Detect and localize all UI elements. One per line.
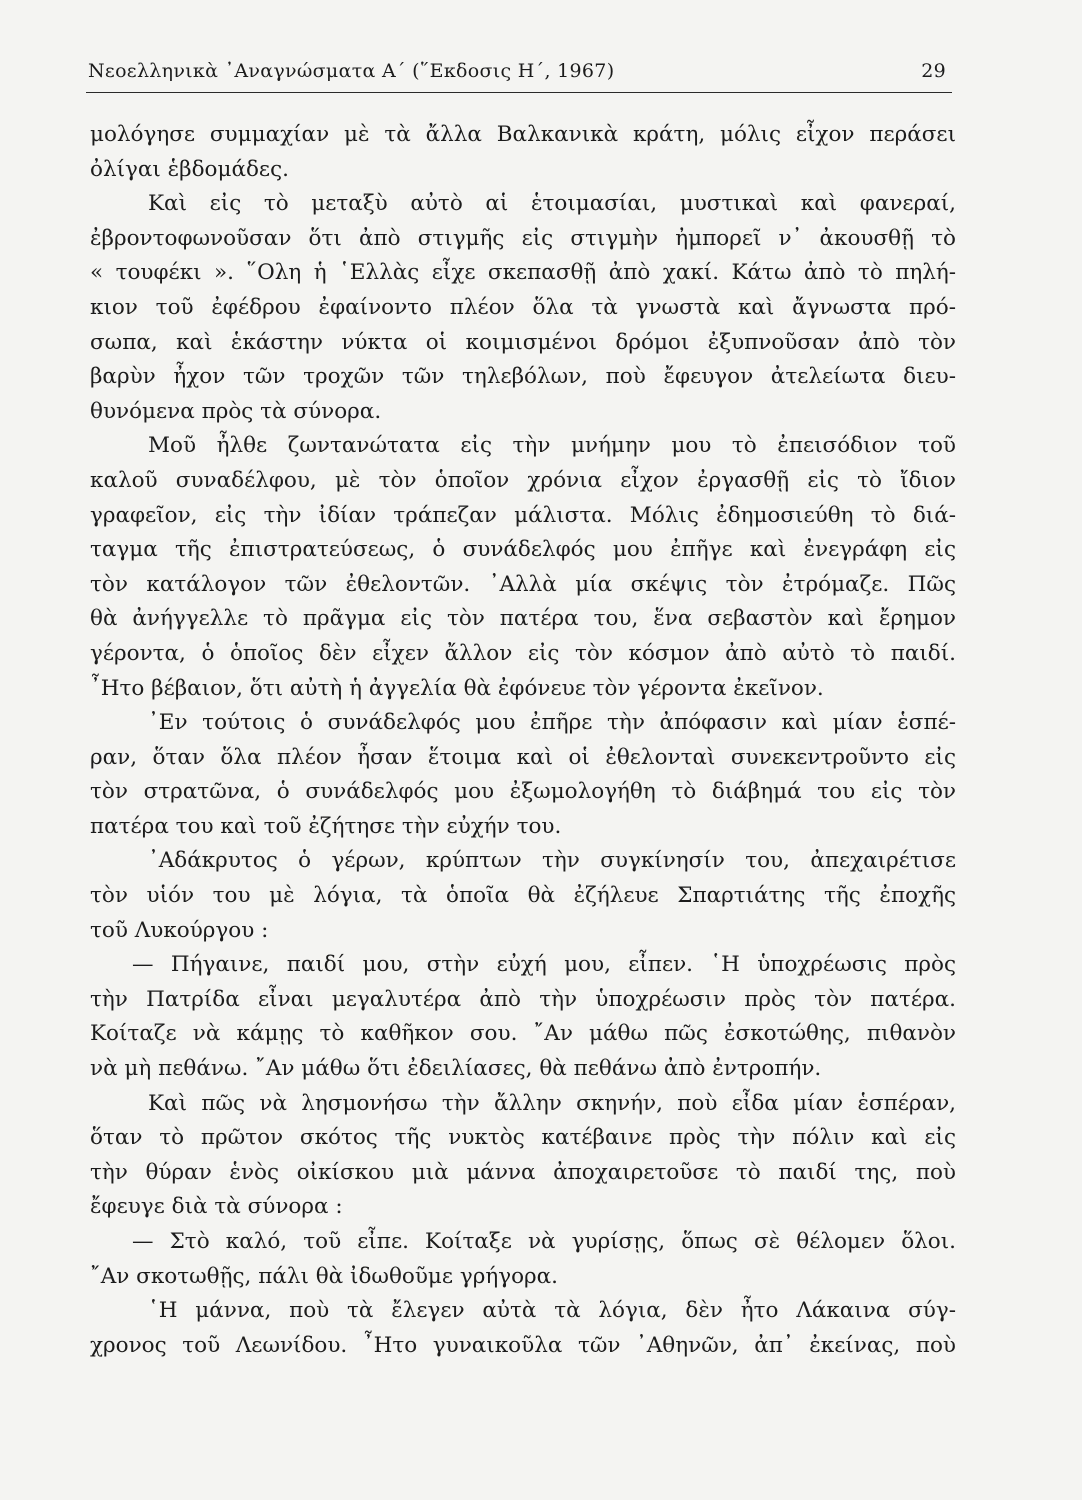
text-line: — Στὸ καλό, τοῦ εἶπε. Κοίταξε νὰ γυρίσῃς, ὅπως σὲ θέλομεν ὅλοι. bbox=[132, 1229, 956, 1254]
text-line: ῾Η μάννα, ποὺ τὰ ἔλεγεν αὐτὰ τὰ λόγια, δὲν ἦτο Λάκαινα σύγ- bbox=[148, 1298, 956, 1324]
text-line: ἔφευγε διὰ τὰ σύνορα : bbox=[90, 1194, 343, 1220]
body-text bbox=[90, 118, 956, 1363]
text-line: ῏Ητο βέβαιον, ὅτι αὐτὴ ἡ ἀγγελία θὰ ἐφόνευε τὸν γέροντα ἐκεῖνον. bbox=[90, 675, 824, 701]
text-line: μολόγησε συμμαχίαν μὲ τὰ ἄλλα Βαλκανικὰ κράτη, μόλις εἶχον περάσει bbox=[90, 122, 956, 147]
text-line: τοῦ Λυκούργου : bbox=[90, 917, 269, 943]
text-line: βαρὺν ἦχον τῶν τροχῶν τῶν τηλεβόλων, ποὺ ἔφευγον ἀτελείωτα διευ- bbox=[90, 364, 956, 390]
text-line: ὅταν τὸ πρῶτον σκότος τῆς νυκτὸς κατέβαινε πρὸς τὴν πόλιν καὶ εἰς bbox=[90, 1125, 956, 1151]
text-line: πατέρα του καὶ τοῦ ἐζήτησε τὴν εὐχήν του. bbox=[90, 813, 562, 839]
text-line: ῎Αν σκοτωθῇς, πάλι θὰ ἰδωθοῦμε γρήγορα. bbox=[90, 1263, 559, 1289]
text-line: ὀλίγαι ἑβδομάδες. bbox=[90, 156, 289, 182]
text-line: γέροντα, ὁ ὁποῖος δὲν εἶχεν ἄλλον εἰς τὸν κόσμον ἀπὸ αὐτὸ τὸ παιδί. bbox=[90, 640, 956, 666]
text-line: χρονος τοῦ Λεωνίδου. ῏Ητο γυναικοῦλα τῶν ᾿Αθηνῶν, ἀπ᾿ ἐκείνας, ποὺ bbox=[90, 1332, 956, 1358]
text-line: τὸν υἱόν του μὲ λόγια, τὰ ὁποῖα θὰ ἐζήλευε Σπαρτιάτης τῆς ἐποχῆς bbox=[90, 883, 956, 909]
text-line: Καὶ πῶς νὰ λησμονήσω τὴν ἄλλην σκηνήν, ποὺ εἶδα μίαν ἑσπέραν, bbox=[148, 1090, 956, 1116]
text-line: τὴν Πατρίδα εἶναι μεγαλυτέρα ἀπὸ τὴν ὑποχρέωσιν πρὸς τὸν πατέρα. bbox=[90, 986, 956, 1012]
text-line: θυνόμενα πρὸς τὰ σύνορα. bbox=[90, 398, 382, 424]
text-line: ραν, ὅταν ὅλα πλέον ἦσαν ἕτοιμα καὶ οἱ ἐθελονταὶ συνεκεντροῦντο εἰς bbox=[90, 744, 956, 770]
text-line: — Πήγαινε, παιδί μου, στὴν εὐχή μου, εἶπεν. ῾Η ὑποχρέωσις πρὸς bbox=[132, 952, 956, 978]
text-line: ᾿Εν τούτοις ὁ συνάδελφός μου ἐπῆρε τὴν ἀπόφασιν καὶ μίαν ἑσπέ- bbox=[148, 710, 956, 736]
text-line: ταγμα τῆς ἐπιστρατεύσεως, ὁ συνάδελφός μου ἐπῆγε καὶ ἐνεγράφη εἰς bbox=[90, 537, 956, 563]
text-line: « τουφέκι ». ῞Ολη ἡ ῾Ελλὰς εἶχε σκεπασθῇ ἀπὸ χακί. Κάτω ἀπὸ τὸ πηλή- bbox=[90, 260, 956, 286]
text-line: κιον τοῦ ἐφέδρου ἐφαίνοντο πλέον ὅλα τὰ γνωστὰ καὶ ἄγνωστα πρό- bbox=[90, 294, 956, 320]
text-line: ᾿Αδάκρυτος ὁ γέρων, κρύπτων τὴν συγκίνησίν του, ἀπεχαιρέτισε bbox=[148, 848, 956, 874]
text-line: σωπα, καὶ ἑκάστην νύκτα οἱ κοιμισμένοι δρόμοι ἐξυπνοῦσαν ἀπὸ τὸν bbox=[90, 329, 956, 355]
text-line: τὸν κατάλογον τῶν ἐθελοντῶν. ᾿Αλλὰ μία σκέψις τὸν ἐτρόμαζε. Πῶς bbox=[90, 571, 956, 597]
text-line: Μοῦ ἦλθε ζωντανώτατα εἰς τὴν μνήμην μου τὸ ἐπεισόδιον τοῦ bbox=[148, 433, 956, 459]
page-number: 29 bbox=[921, 60, 946, 82]
text-line: καλοῦ συναδέλφου, μὲ τὸν ὁποῖον χρόνια εἶχον ἐργασθῇ εἰς τὸ ἴδιον bbox=[90, 467, 956, 493]
text-line: τὴν θύραν ἑνὸς οἰκίσκου μιὰ μάννα ἀποχαιρετοῦσε τὸ παιδί της, ποὺ bbox=[90, 1159, 956, 1185]
text-line: νὰ μὴ πεθάνω. ῎Αν μάθω ὅτι ἐδειλίασες, θὰ πεθάνω ἀπὸ ἐντροπήν. bbox=[90, 1056, 822, 1082]
text-line: ἐβροντοφωνοῦσαν ὅτι ἀπὸ στιγμῆς εἰς στιγμὴν ἠμπορεῖ ν᾿ ἀκουσθῇ τὸ bbox=[90, 225, 956, 251]
text-line: γραφεῖον, εἰς τὴν ἰδίαν τράπεζαν μάλιστα. Μόλις ἐδημοσιεύθη τὸ διά- bbox=[90, 502, 956, 528]
running-title: Νεοελληνικὰ ᾿Αναγνώσματα Α΄ (῞Εκδοσις Η΄, 1967) bbox=[88, 60, 615, 82]
text-line: τὸν στρατῶνα, ὁ συνάδελφός μου ἐξωμολογήθη τὸ διάβημά του εἰς τὸν bbox=[90, 779, 956, 805]
text-line: Καὶ εἰς τὸ μεταξὺ αὐτὸ αἱ ἑτοιμασίαι, μυστικαὶ καὶ φανεραί, bbox=[148, 191, 956, 217]
text-line: Κοίταζε νὰ κάμῃς τὸ καθῆκον σου. ῎Αν μάθω πῶς ἐσκοτώθης, πιθανὸν bbox=[90, 1021, 956, 1047]
page-header bbox=[86, 58, 952, 93]
text-line: θὰ ἀνήγγελλε τὸ πρᾶγμα εἰς τὸν πατέρα του, ἕνα σεβαστὸν καὶ ἔρημον bbox=[90, 606, 956, 632]
